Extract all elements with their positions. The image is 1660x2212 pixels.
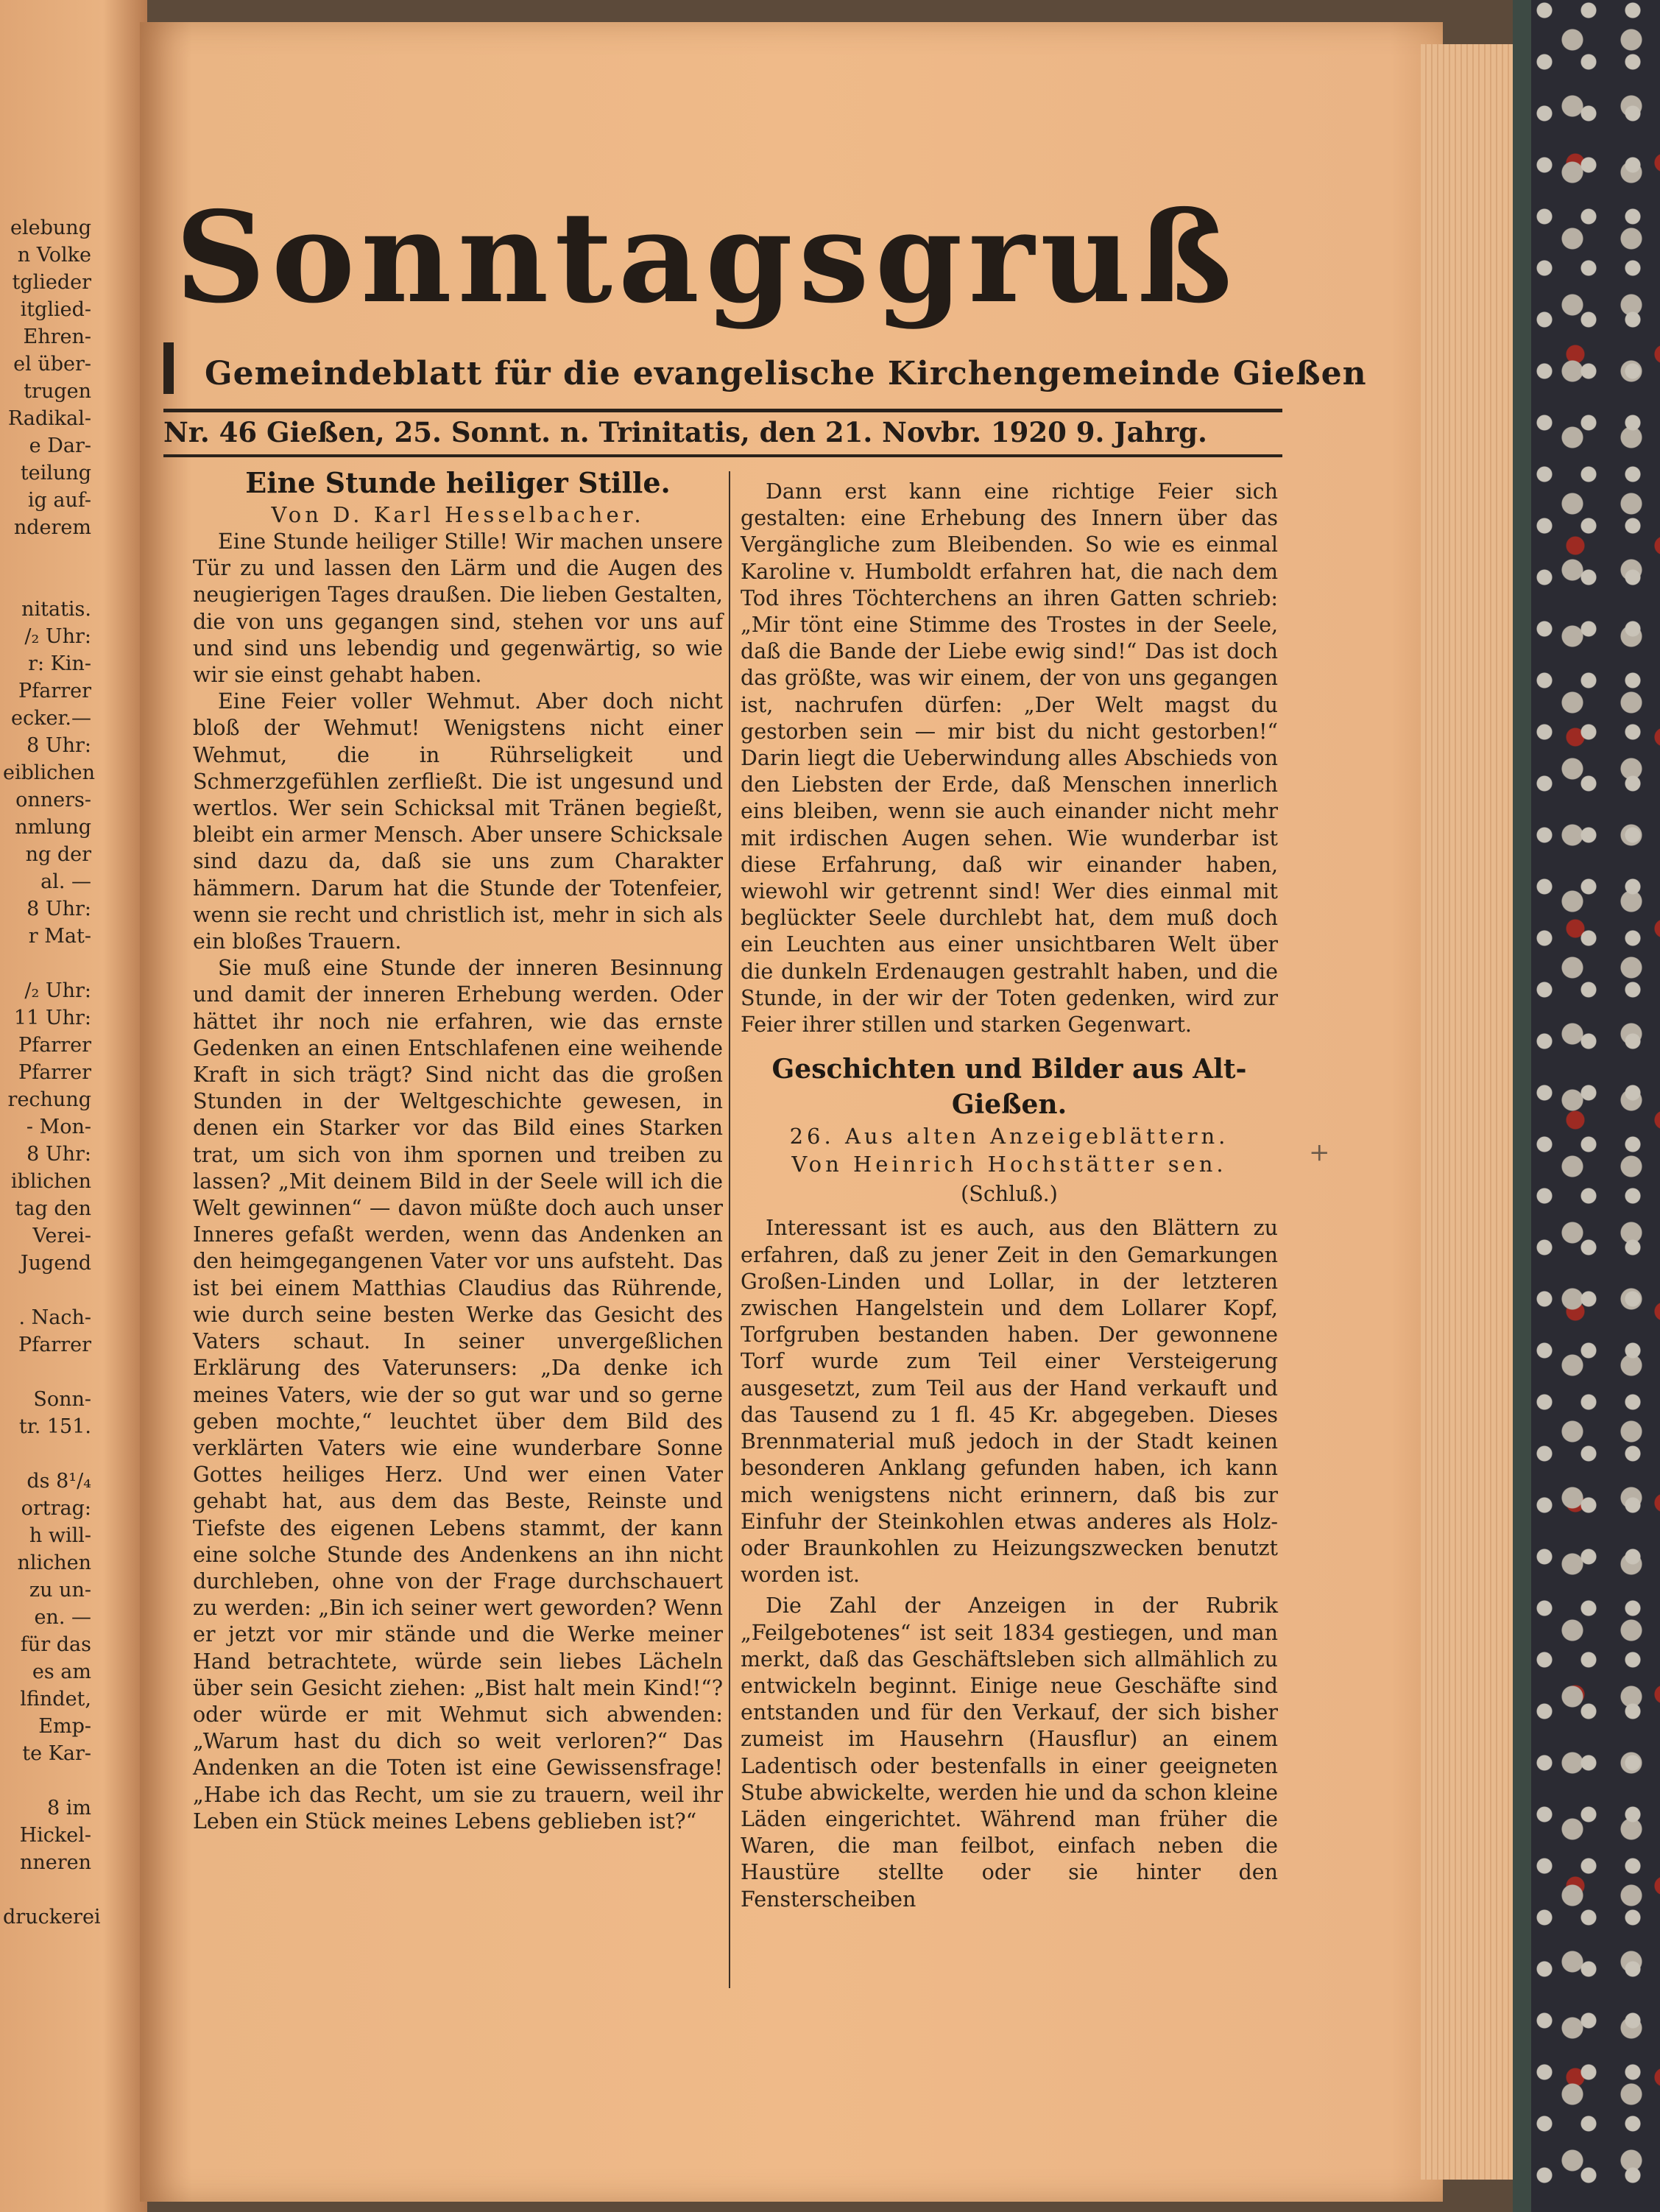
left-page-line: Ehren- — [23, 325, 91, 348]
left-page-line: Pfarrer — [18, 1061, 91, 1084]
left-page-line: ecker.— — [11, 707, 91, 730]
masthead-title: Sonntagsgruß — [175, 184, 1238, 331]
left-page-line: Pfarrer — [18, 680, 91, 702]
left-page-line: Verei- — [32, 1225, 91, 1247]
left-page-line: trugen — [24, 380, 91, 403]
article-title: Eine Stunde heiliger Stille. — [245, 466, 671, 499]
left-page-line: eiblichen — [3, 761, 96, 784]
left-page-line — [3, 1875, 91, 1903]
left-page-line: Pfarrer — [18, 1334, 91, 1356]
left-page-line: 8 Uhr: — [27, 734, 91, 757]
left-page-line: Hickel- — [19, 1824, 91, 1847]
paragraph: Die Zahl der Anzeigen in der Rubrik „Feilgebotenes“ ist seit 1834 gestiegen, und man merkt, daß das Geschäftsleben sich allmählich zu entwickeln beginnt. Einige neue Geschäfte sind entstanden und für den Verkauf, der sich bisher zumeist im Hausehrn (Hausflur) an einem Ladentisch oder bestenfalls in einer geeigneten Stube abwickelte, werden hie und da schon kleine Läden eingerichtet. Während man früher die Waren, die man feilbot, einfach neben die Haustüre stellte oder sie hinter den Fensterscheiben — [741, 1593, 1278, 1912]
page-edges — [1421, 44, 1524, 2180]
left-page-line: itglied- — [20, 298, 91, 321]
left-page-text-fragments — [3, 214, 101, 1930]
left-page-line: onners- — [15, 789, 91, 811]
left-page-line: für das — [20, 1633, 91, 1656]
left-page-line: 8 Uhr: — [27, 898, 91, 920]
issue-line: Nr. 46 Gießen, 25. Sonnt. n. Trinitatis, den 21. Novbr. 1920 9. Jahrg. — [163, 416, 1207, 448]
left-page-line: 8 Uhr: — [27, 1143, 91, 1166]
left-page-line: nneren — [19, 1851, 91, 1874]
left-page-line: rechung — [7, 1088, 91, 1111]
left-page-line: ng der — [25, 843, 91, 866]
left-page-line: . Nach- — [18, 1306, 91, 1329]
left-page-line: /₂ Uhr: — [24, 625, 91, 648]
left-page-line: teilung — [20, 462, 91, 485]
left-page-line — [3, 540, 91, 568]
left-page-line: /₂ Uhr: — [24, 979, 91, 1002]
left-page-line: 8 im — [47, 1797, 91, 1820]
column-right — [741, 479, 1278, 1913]
left-page-line: 11 Uhr: — [13, 1007, 91, 1029]
left-page-line: Jugend — [20, 1252, 91, 1275]
paragraph: Interessant ist es auch, aus den Blättern zu erfahren, daß zu jener Zeit in den Gemarkungen Großen-Linden und Lollar, in der letzteren zwischen Hangelstein und dem Lollarer Kopf, Torfgruben bestanden haben. Der gewonnene Torf wurde zum Teil einer Versteigerung ausgesetzt, zum Teil aus der Hand verkauft und das Tausend zu 1 fl. 45 Kr. abgegeben. Dieses Brennmaterial muß jedoch in der Stadt keinen besonderen Anklang gefunden haben, ich kann mich wenigstens nicht erinnern, daß bis zur Einfuhr der Steinkohlen etwas anderes als Holz- oder Braunkohlen zu Heizungszwecken benutzt worden ist. — [741, 1216, 1278, 1588]
paragraph: Eine Feier voller Wehmut. Aber doch nicht bloß der Wehmut! Wenigstens nicht einer Wehmut, die in Rührseligkeit und Schmerzgefühlen zerfließt. Die ist ungesund und wertlos. Wer sein Schicksal mit Tränen begießt, bleibt ein armer Mensch. Aber unsere Schicksale sind dazu da, daß sie uns zum Charakter hämmern. Darum hat die Stunde der Totenfeier, wenn sie recht und christlich ist, mehr in sich als ein bloßes Trauern. — [193, 689, 723, 954]
left-page-line: Radikal- — [7, 407, 91, 430]
continuation-note: (Schluß.) — [961, 1182, 1058, 1207]
left-facing-page — [0, 0, 147, 2212]
marbled-cover — [1531, 0, 1660, 2212]
article-byline: Von D. Karl Hesselbacher. — [271, 502, 645, 527]
left-page-line: en. — — [34, 1606, 91, 1629]
left-page-line: Sonn- — [33, 1388, 91, 1411]
left-page-line — [3, 568, 91, 595]
left-page-line — [3, 1440, 91, 1467]
left-page-line: iblichen — [10, 1170, 91, 1193]
left-page-line: lfindet, — [20, 1688, 91, 1711]
masthead-flourish — [163, 342, 174, 394]
paragraph: Dann erst kann eine richtige Feier sich gestalten: eine Erhebung des Innern über das Vergängliche zum Bleibenden. So wie es einmal Karoline v. Humboldt erfahren hat, die nach dem Tod ihres Töchterchens an ihren Gatten schrieb: „Mir tönt eine Stimme des Trostes in der Seele, daß die Bande der Liebe ewig sind!“ Das ist doch das größte, was wir einem, der von uns gegangen ist, nachrufen dürfen: „Der Welt magst du gestorben sein — mir bist du nicht gestorben!“ Darin liegt die Ueberwindung alles Abschieds von den Liebsten der Erde, daß Menschen innerlich eins bleiben, wenn sie auch einander nicht mehr mit irdischen Augen sehen. Wie wunderbar ist diese Erfahrung, daß wir einander haben, wiewohl wir getrennt sind! Wer dies einmal mit beglückter Seele durchlebt hat, dem muß doch ein Leuchten aus einer unsichtbaren Welt über die dunkeln Erdenaugen gestrahlt haben, und die Stunde, in der wir der Toten gedenken, wird zur Feier ihrer stillen und starken Gegenwart. — [741, 479, 1278, 1038]
left-page-line: h will- — [29, 1524, 91, 1547]
header-rule-bottom — [163, 454, 1282, 457]
left-page-line: nderem — [13, 516, 91, 539]
article-title: Geschichten und Bilder aus Alt-Gießen. — [771, 1054, 1247, 1121]
left-page-line: n Volke — [17, 244, 91, 267]
left-page-line: ds 8¹/₄ — [27, 1470, 91, 1493]
left-page-line — [3, 1358, 91, 1385]
left-page-line — [3, 949, 91, 976]
left-page-line: - Mon- — [26, 1116, 91, 1138]
left-page-line: tag den — [15, 1197, 91, 1220]
masthead-subtitle: Gemeindeblatt für die evangelische Kirchengemeinde Gießen — [205, 355, 1367, 392]
left-page-line — [3, 1276, 91, 1303]
left-page-line: Pfarrer — [18, 1034, 91, 1057]
left-page-line — [3, 1767, 91, 1794]
left-page-line: el über- — [13, 353, 91, 376]
left-page-line: nmlung — [15, 816, 91, 839]
left-page-line: ig auf- — [27, 489, 91, 512]
left-page-line: tglieder — [12, 271, 91, 294]
pencil-margin-mark: + — [1309, 1138, 1330, 1167]
left-page-line: al. — — [40, 870, 91, 893]
left-page-line: nitatis. — [21, 598, 91, 621]
left-page-line: elebung — [10, 216, 91, 239]
left-page-line: druckerei — [3, 1906, 101, 1929]
left-page-line: te Kar- — [22, 1742, 91, 1765]
left-page-line: r Mat- — [28, 925, 91, 948]
left-page-line: tr. 151. — [18, 1415, 91, 1438]
column-separator — [729, 471, 730, 1988]
left-page-line: r: Kin- — [28, 652, 91, 675]
left-page-line: es am — [32, 1660, 91, 1683]
left-page-line: zu un- — [29, 1579, 91, 1602]
left-page-line: nlichen — [17, 1551, 91, 1574]
article-byline: Von Heinrich Hochstätter sen. — [791, 1152, 1227, 1177]
left-page-line: ortrag: — [21, 1497, 91, 1520]
left-page-line: e Dar- — [29, 434, 91, 457]
header-rule-top — [163, 409, 1282, 412]
article-subtitle: 26. Aus alten Anzeigeblättern. — [789, 1124, 1229, 1149]
paragraph: Sie muß eine Stunde der inneren Besinnung und damit der inneren Erhebung werden. Oder hättet ihr noch nie erfahren, wie das ernste Gedenken an einen Entschlafenen eine weihende Kraft in sich trägt? Sind nicht das die großen Stunden in der Weltgeschichte gewesen, in denen ein Starker vor das Bild eines Starken trat, um sich von ihm spornen und treiben zu lassen? „Mit deinem Bild in der Seele will ich die Welt gewinnen“ — davon müßte doch auch unser Inneres gefaßt werden, wenn das Andenken an den heimgegangenen Vater vor uns aufsteht. Das ist bei einem Matthias Claudius das Rührende, wie durch seine besten Werke das Gesicht des Vaters schaut. In seiner unvergeßlichen Erklärung des Vaterunsers: „Da denke ich meines Vaters, wie der so gut war und so gerne geben mochte,“ leuchtet über dem Bild des verklärten Vaters wie eine wunderbare Sonne Gottes heiliges Herz. Und wer einen Vater gehabt hat, aus dem das Beste, Reinste und Tiefste des eigenen Lebens stammt, der kann eine solche Stunde des Andenkens an ihn nicht durchleben, ohne von der Frage durchschauert zu werden: „Bin ich seiner wert geworden? Wenn er jetzt vor mir stände und die Werke meiner Hand betrachtete, würde sein liebes Lächeln über sein Gesicht ziehen: „Bist halt mein Kind!“? oder würde er mit Wehmut sich abwenden: „Warum hast du dich so weit verloren?“ Das Andenken an die Toten ist eine Gewissensfrage! „Habe ich das Recht, um sie zu trauern, weil ihr Leben ein Stück meines Lebens geblieben ist?“ — [193, 956, 723, 1834]
paragraph: Eine Stunde heiliger Stille! Wir machen unsere Tür zu und lassen den Lärm und die Augen des neugierigen Tages draußen. Die lieben Gestalten, die von uns gegangen sind, stehen vor uns auf und sind uns lebendig und gegenwärtig, so wie wir sie einst gehabt haben. — [193, 529, 723, 688]
column-left — [193, 465, 723, 1835]
left-page-line: Emp- — [38, 1715, 91, 1738]
